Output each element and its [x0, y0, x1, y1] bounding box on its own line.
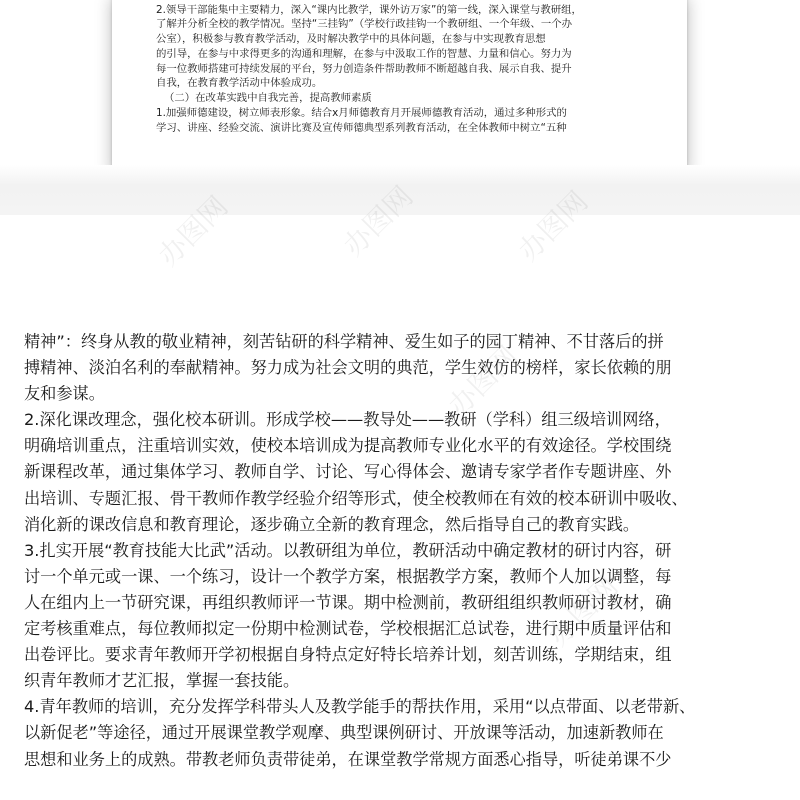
body-line: 讨一个单元或一课、一个练习，设计一个教学方案，根据教学方案，教师个人加以调整，每: [24, 566, 672, 586]
body-line: 出培训、专题汇报、骨干教师作教学经验介绍等形式，使全校教师在有效的校本研训中吸收、: [24, 488, 688, 508]
body-line: 友和参谋。: [24, 384, 105, 404]
preview-line: 了解并分析全校的教学情况。坚持“三挂钩”（学校行政挂钩一个教研组、一个年级、一个办: [156, 18, 572, 30]
preview-line: 的引导，在参与中求得更多的沟通和理解，在参与中汲取工作的智慧、力量和信心。努力为: [156, 48, 572, 60]
watermark: 办图网: [151, 189, 235, 273]
body-line: 搏精神、淡泊名利的奉献精神。努力成为社会文明的典范，学生效仿的榜样，家长依赖的朋: [24, 358, 672, 378]
preview-line: 2.领导干部能集中主要精力，深入“课内比教学，课外访万家”的第一线，深入课堂与教研组，: [156, 4, 582, 16]
body-line: 新课程改革，通过集体学习、教师自学、讨论、写心得体会、邀请专家学者作专题讲座、外: [24, 462, 672, 482]
body-line: 人在组内上一节研究课，再组织教师评一节课。期中检测前，教研组组织教师研讨教材，确: [24, 592, 672, 612]
watermark: 办图网: [511, 184, 595, 268]
preview-section-heading: （二）在改革实践中自我完善，提高教师素质: [164, 92, 372, 104]
body-line: 织青年教师才艺汇报，掌握一套技能。: [24, 671, 300, 691]
preview-line: 公室），积极参与教育教学活动，及时解决教学中的具体问题，在参与中实现教育思想: [156, 33, 546, 45]
body-line: 思想和业务上的成熟。带教老师负责带徒弟，在课堂教学常规方面悉心指导，听徒弟课不少: [24, 749, 672, 769]
body-line: 2.深化课改理念，强化校本研训。形成学校——教导处——教研（学科）组三级培训网络，: [24, 410, 671, 430]
preview-line: 学习、讲座、经验交流、演讲比赛及宣传师德典型系列教育活动，在全体教师中树立“五种: [156, 122, 567, 134]
preview-line: 每一位教师搭建可持续发展的平台，努力创造条件帮助教师不断超越自我、展示自我、提升: [156, 63, 572, 75]
body-line: 以新促老”等途径，通过开展课堂教学观摩、典型课例研讨、开放课等活动，加速新教师在: [24, 723, 664, 743]
preview-line: [156, 0, 543, 2]
body-line: 出卷评比。要求青年教师开学初根据自身特点定好特长培养计划，刻苦训练，学期结束，组: [24, 645, 672, 665]
watermark: 办图网: [541, 569, 625, 653]
document-body: [24, 329, 776, 773]
body-line: 明确培训重点，注重培训实效，使校本培训成为提高教师专业化水平的有效途径。学校围绕: [24, 436, 672, 456]
body-line: 精神”：终身从教的敬业精神，刻苦钻研的科学精神、爱生如子的园丁精神、不甘落后的拼: [24, 332, 664, 351]
separator-band: [0, 165, 800, 215]
body-line: 4.青年教师的培训，充分发挥学科带头人及教学能手的帮扶作用，采用“以点带面、以老带新、: [24, 697, 696, 717]
preview-line: 自我，在教育教学活动中体验成功。: [156, 77, 323, 89]
body-line: 3.扎实开展“教育技能大比武”活动。以教研组为单位，教研活动中确定教材的研讨内容，研: [24, 540, 672, 560]
watermark: 办图网: [336, 179, 420, 263]
preview-line: 1.加强师德建设，树立师表形象。结合x月师德教育月开展师德教育活动，通过多种形式的: [156, 107, 567, 119]
watermark: 办图网: [441, 339, 525, 423]
body-line: 消化新的课改信息和教育理论，逐步确立全新的教育理念，然后指导自己的教育实践。: [24, 514, 640, 534]
body-line: 定考核重难点，每位教师拟定一份期中检测试卷，学校根据汇总试卷，进行期中质量评估和: [24, 619, 672, 639]
document-preview-card: [112, 0, 687, 170]
